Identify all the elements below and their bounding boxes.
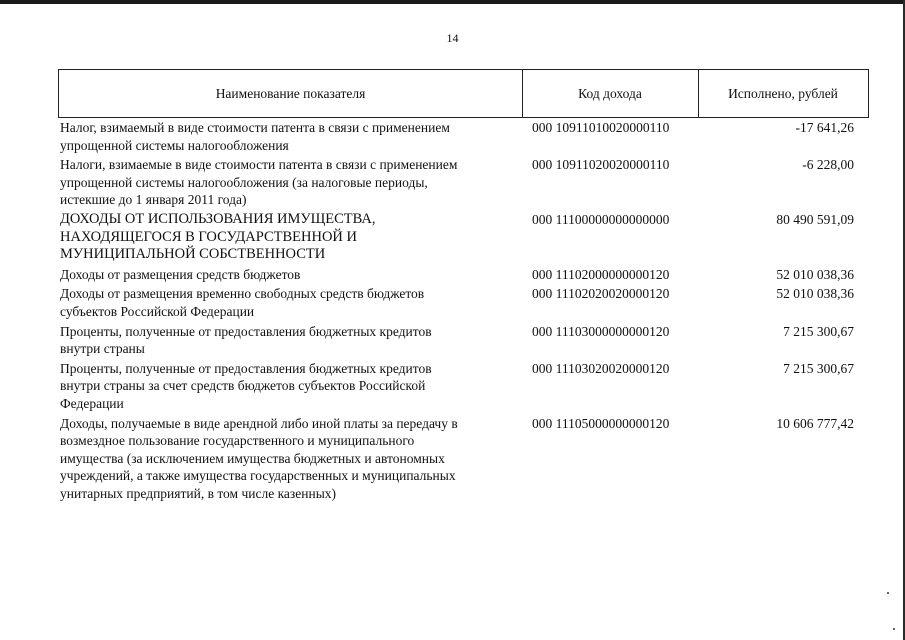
row-income-code: 000 11102000000000120 — [532, 266, 670, 282]
row-indicator-name: Проценты, полученные от предоставления бюджетных кредитов внутри страны — [60, 323, 432, 357]
row-executed-amount: 7 215 300,67 — [783, 323, 854, 339]
row-indicator-name: Налог, взимаемый в виде стоимости патента в связи с применением упрощенной системы налогообложения — [60, 120, 450, 153]
row-executed-amount: 52 010 038,36 — [776, 266, 854, 282]
row-executed-amount: 10 606 777,42 — [776, 415, 854, 431]
row-executed-amount: 52 010 038,36 — [776, 286, 854, 302]
table-row — [0, 323, 905, 358]
table-row — [0, 156, 905, 209]
row-executed-amount: 80 490 591,09 — [776, 211, 854, 227]
row-income-code: 000 11103000000000120 — [532, 323, 670, 339]
row-income-code: 000 10911010020000110 — [532, 120, 670, 135]
table-row — [0, 285, 905, 320]
scan-speck — [893, 628, 895, 630]
table-row — [0, 211, 905, 264]
scan-speck — [887, 592, 889, 594]
header-income-code: Код дохода — [522, 70, 699, 117]
row-income-code: 000 11103020020000120 — [532, 360, 670, 376]
row-indicator-name: Налоги, взимаемые в виде стоимости патента в связи с применением упрощенной системы налогообложения (за налоговые периоды, истекшие до 1 января 2011 года) — [60, 157, 458, 208]
row-indicator-name: Доходы от размещения временно свободных средств бюджетов субъектов Российской Федерации — [60, 286, 425, 319]
row-income-code: 000 10911020020000110 — [532, 157, 670, 173]
table-body — [0, 119, 905, 504]
row-indicator-name: Доходы от размещения средств бюджетов — [60, 266, 301, 282]
row-indicator-name: ДОХОДЫ ОТ ИСПОЛЬЗОВАНИЯ ИМУЩЕСТВА, НАХОДЯЩЕГОСЯ В ГОСУДАРСТВЕННОЙ И МУНИЦИПАЛЬНОЙ СОБСТВЕННОСТИ — [60, 210, 376, 263]
row-income-code: 000 11105000000000120 — [532, 415, 670, 431]
table-row — [0, 266, 905, 284]
page-number: 14 — [446, 31, 459, 45]
row-executed-amount: 7 215 300,67 — [783, 360, 854, 376]
scan-top-border — [0, 0, 905, 4]
table-row — [0, 415, 905, 503]
row-income-code: 000 11102020020000120 — [532, 286, 670, 302]
row-indicator-name: Доходы, получаемые в виде арендной либо иной платы за передачу в возмездное пользование государственного и муниципального имущества (за исключением имущества бюджетных и автономных учреждений, а также имущества государственных и муниципальных унитарных предприятий, в том числе казенных) — [60, 415, 458, 501]
row-indicator-name: Проценты, полученные от предоставления бюджетных кредитов внутри страны за счет средств бюджетов субъектов Российской Федерации — [60, 360, 432, 411]
row-executed-amount: -6 228,00 — [802, 157, 854, 173]
table-header — [58, 69, 869, 118]
row-executed-amount: -17 641,26 — [795, 120, 854, 135]
header-indicator-name: Наименование показателя — [59, 70, 523, 117]
table-row — [0, 360, 905, 413]
header-executed-amount: Исполнено, рублей — [728, 86, 838, 101]
table-row — [0, 119, 905, 154]
row-income-code: 000 11100000000000000 — [532, 211, 670, 227]
